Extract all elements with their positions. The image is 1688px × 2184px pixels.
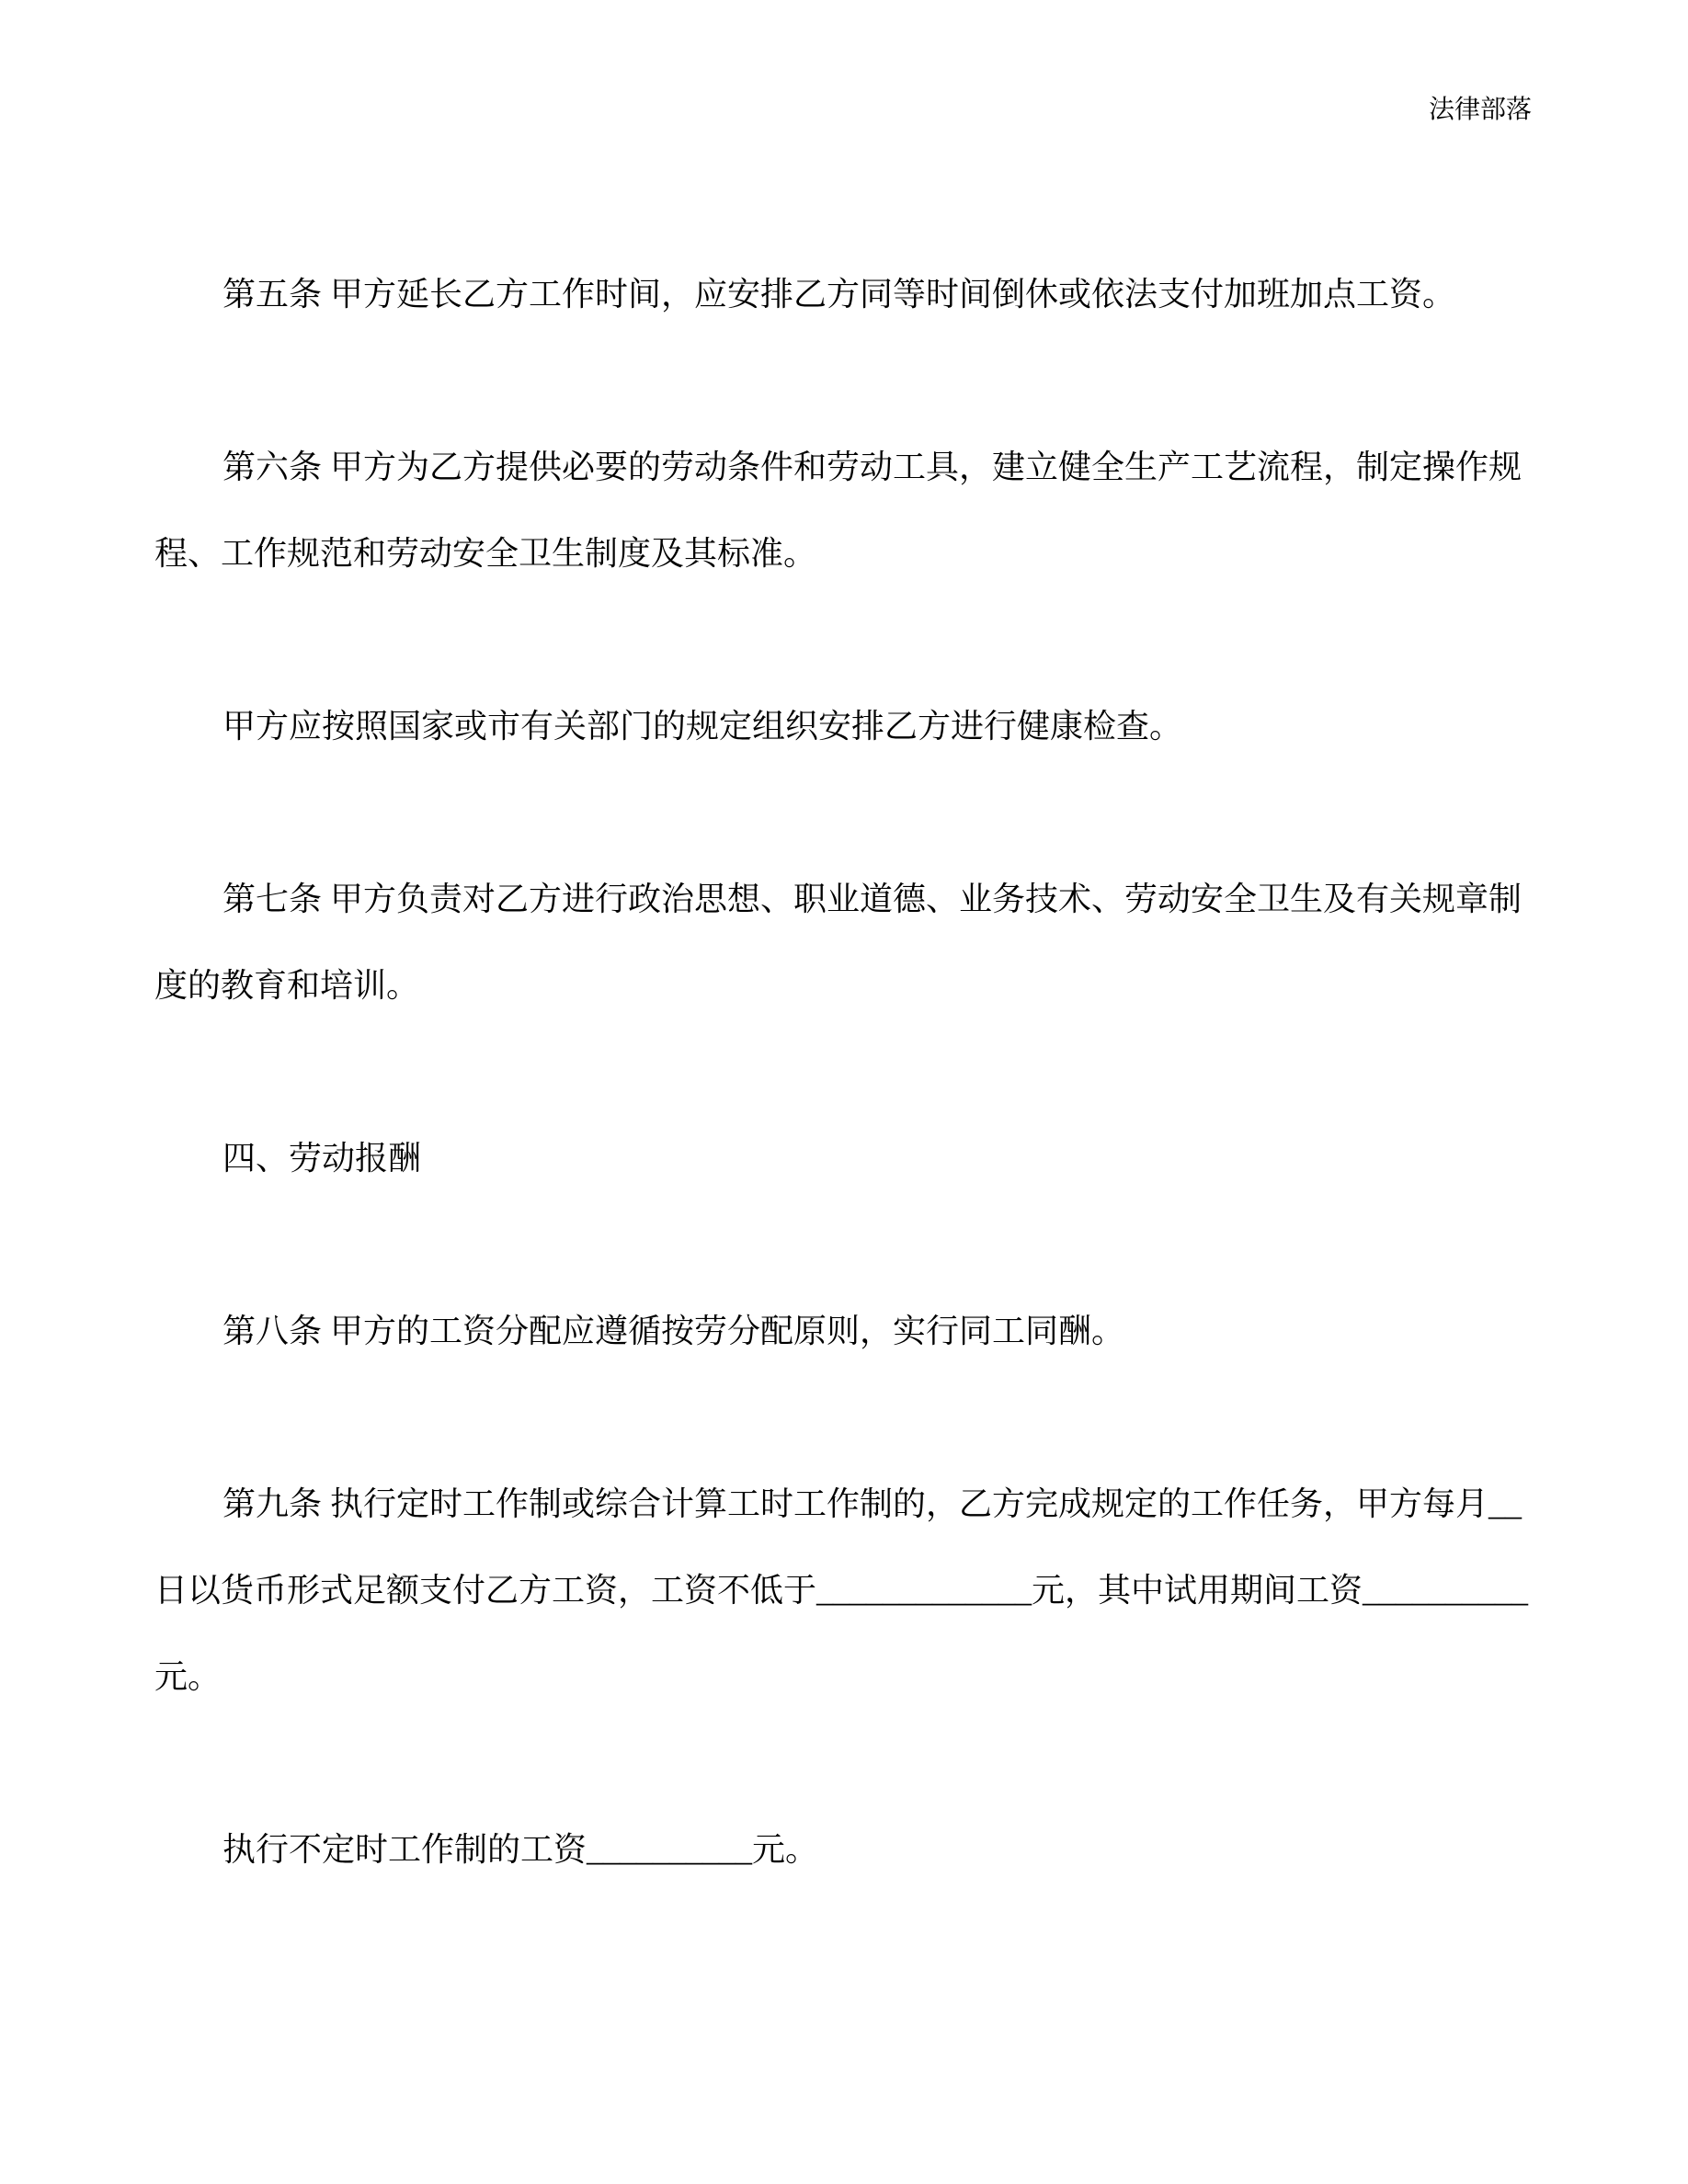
document-line: 度的教育和培训。 xyxy=(154,967,420,1004)
document-line: 元。 xyxy=(154,1658,222,1695)
document-line: 日以货币形式足额支付乙方工资，工资不低于_____________元，其中试用期间工资__________ xyxy=(154,1572,1529,1609)
paragraph-health-check xyxy=(154,683,1543,769)
document-line: 程、工作规范和劳动安全卫生制度及其标准。 xyxy=(154,535,817,572)
document-line: 执行不定时工作制的工资__________元。 xyxy=(222,1831,819,1868)
document-line: 第七条 甲方负责对乙方进行政治思想、职业道德、业务技术、劳动安全卫生及有关规章制 xyxy=(222,881,1523,917)
document-body xyxy=(154,251,1543,1893)
document-line: 第八条 甲方的工资分配应遵循按劳分配原则，实行同工同酬。 xyxy=(222,1313,1125,1349)
paragraph-article-5 xyxy=(154,251,1543,337)
document-line: 甲方应按照国家或市有关部门的规定组织安排乙方进行健康检查。 xyxy=(222,708,1183,745)
paragraph-article-9 xyxy=(154,1461,1543,1720)
document-line: 第五条 甲方延长乙方工作时间，应安排乙方同等时间倒休或依法支付加班加点工资。 xyxy=(222,276,1456,313)
watermark-site-label: 法律部落 xyxy=(1428,96,1532,124)
paragraph-irregular-hours-wage xyxy=(154,1806,1543,1893)
paragraph-article-6 xyxy=(154,424,1543,597)
section-heading: 四、劳动报酬 xyxy=(222,1140,422,1177)
paragraph-article-8 xyxy=(154,1288,1543,1374)
document-line: 第六条 甲方为乙方提供必要的劳动条件和劳动工具，建立健全生产工艺流程，制定操作规 xyxy=(222,449,1523,485)
document-line: 第九条 执行定时工作制或综合计算工时工作制的，乙方完成规定的工作任务，甲方每月__ xyxy=(222,1485,1523,1522)
paragraph-article-7 xyxy=(154,856,1543,1029)
paragraph-section-4-heading xyxy=(154,1115,1543,1201)
